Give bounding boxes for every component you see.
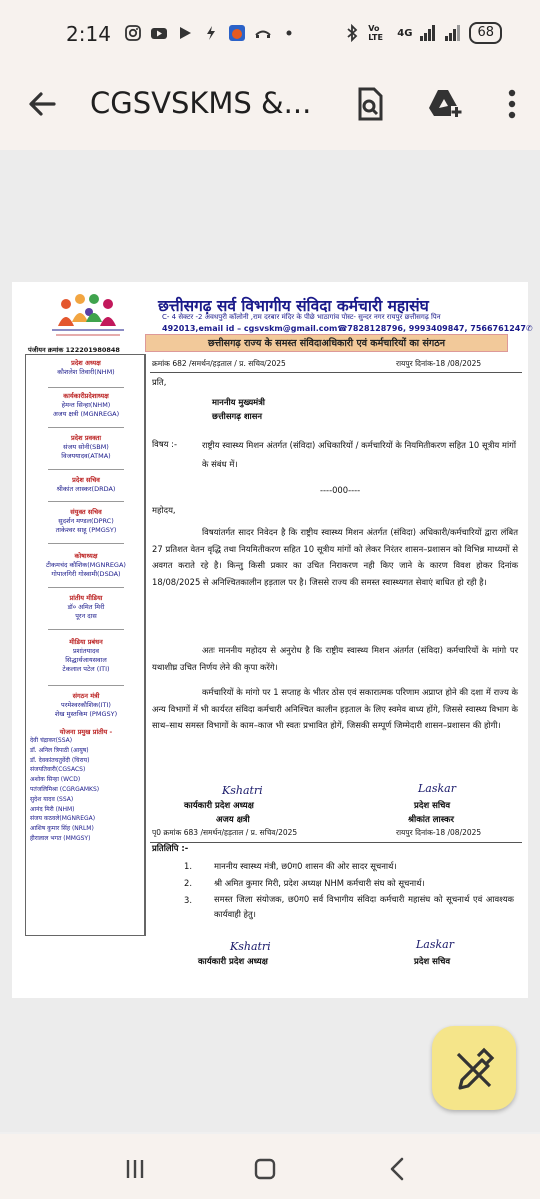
sidebar-name: सिद्धार्थजायसवाल — [65, 656, 107, 664]
sidebar-section — [26, 433, 146, 460]
sidebar-divider — [48, 587, 124, 588]
status-bar — [0, 0, 540, 66]
sidebar-name: सुदर्शन मण्डल(DPRC) — [58, 517, 114, 525]
document-title: CGSVSKMS &... — [90, 86, 312, 120]
copy-item: श्री अमित कुमार मिरी, प्रदेश अध्यक्ष NHM कर्मचारी संघ को सूचनार्थ। — [214, 878, 425, 888]
subject-text: राष्ट्रीय स्वास्थ्य मिशन अंतर्गत (संविदा) अधिकारियों / कर्मचारियों के नियमितीकरण सहित 10 सूत्रीय मांगों के संबंध में। — [202, 440, 516, 469]
edit-fab-button[interactable] — [432, 1026, 516, 1110]
notification-icons — [124, 24, 298, 42]
sidebar-section-title: मीडिया प्रबंधन — [69, 638, 103, 646]
sidebar-section — [26, 358, 146, 376]
more-vert-icon[interactable] — [492, 84, 532, 124]
sidebar-list-item: पतंजलिमिश्रा (CGRGAMKS) — [30, 785, 100, 793]
paragraph-2: अतः माननीय महोदय से अनुरोध है कि राष्ट्रीय स्वास्थ्य मिशन अंतर्गत (संविदा) कर्मचारियों के मांगो पर यथाशीघ्र उचित निर्णय लेने की कृपा करेंगे। — [152, 645, 518, 672]
copy-number: 2. — [184, 878, 192, 888]
flash-icon — [202, 24, 220, 42]
sidebar-name: शेख मुस्तकिम (PMGSY) — [54, 710, 118, 718]
sig-left-name: अजय क्षत्री — [216, 815, 250, 825]
instagram-icon — [124, 24, 142, 42]
search-doc-icon[interactable] — [350, 84, 390, 124]
sidebar-list-item: आनंद मिरी (NHM) — [30, 805, 75, 813]
system-icons — [343, 22, 502, 44]
column-divider — [145, 354, 146, 936]
sig-left-title: कार्यकारी प्रदेश अध्यक्ष — [184, 801, 254, 811]
paragraph-3: कर्मचारियों के मांगो पर 1 सप्ताह के भीतर ठोस एवं सकारात्मक परिणाम अप्राप्त होने की दशा में राज्य के अन्य विभागों में भी कार्यरत संविदा कर्मचारी अनिश्चित कालीन हड़ताल के लिए स्वमेव बाध्य होंगे, जिससे स्वास्थ्य विभाग के साथ–साथ समस्त विभागों के काम–काज भी स्वतः प्रभावित होगें, जिसकी सम्पूर्ण जिम्मेदारी शासन–प्रशासन की होगी। — [152, 687, 518, 730]
copy-item: समस्त जिला संयोजक, छ0ग0 सर्व विभागीय संविदा कर्मचारी महासंघ को सूचनार्थ एवं आवश्यक कार्यवाही हेतु। — [214, 894, 514, 919]
sidebar-name: प्रशांतयादव — [72, 647, 100, 655]
sidebar-section — [26, 637, 146, 673]
edit-annotate-icon — [432, 1026, 516, 1110]
separator: ----000---- — [320, 485, 361, 495]
back-nav-icon[interactable] — [382, 1154, 412, 1184]
letterhead-address: C- 4 सेक्टर -2 अवधपुरी कॉलोनी ,राम दरबार मंदिर के पीछे भाठागांव पोस्ट- सुन्दर नगर रायपुर छत्तीसगढ़ पिन — [162, 313, 441, 321]
sidebar-name: ताकेश्वर साहू (PMGSY) — [55, 526, 117, 534]
footer-signature-right: Laskar — [416, 938, 454, 951]
signal-icon-2 — [444, 24, 462, 42]
registration-number: पंजीयन क्रमांक 122201980848 — [28, 346, 120, 354]
header-rule — [150, 372, 522, 373]
game-app-icon — [228, 24, 246, 42]
addressee-line-2: छत्तीसगढ़ शासन — [212, 411, 263, 421]
sidebar-section — [26, 391, 146, 418]
sidebar-section-title: प्रदेश प्रवक्ता — [70, 434, 102, 442]
sidebar-section-title: प्रदेश सचिव — [72, 476, 100, 484]
reference-number: क्रमांक 682 /समर्थन/हड़ताल / प्र. सचिव/2025 — [152, 359, 286, 368]
sidebar-name: हेमन्त सिन्हा(NHM) — [61, 401, 111, 409]
sidebar-section — [26, 691, 146, 718]
sidebar-name: टेकलाल पटेल (ITI) — [62, 665, 110, 673]
sidebar-name: पूरन दास — [75, 612, 97, 620]
sidebar-list-item: संजय कठवले(MGNREGA) — [30, 815, 96, 823]
letterhead-title: छत्तीसगढ़ सर्व विभागीय संविदा कर्मचारी महासंघ — [158, 296, 429, 315]
sidebar-section-title: संगठन मंत्री — [72, 692, 100, 700]
letterhead-banner: छत्तीसगढ़ राज्य के समस्त संविदाअधिकारी एवं कर्मचारियों का संगठन — [145, 334, 508, 352]
to-label: प्रति, — [152, 377, 167, 387]
footer-signature-left: Kshatri — [230, 940, 271, 953]
sidebar-divider — [48, 387, 124, 388]
sidebar-section — [26, 475, 146, 493]
footer-right-title: प्रदेश सचिव — [414, 957, 451, 967]
sidebar-name: अजय क्षत्री (MGNREGA) — [52, 410, 120, 418]
app-bar — [0, 66, 540, 150]
sidebar-name: कौशलेश तिवारी(NHM) — [57, 368, 115, 376]
home-icon[interactable] — [250, 1154, 280, 1184]
sidebar-section-title: प्रांतीय मीडिया — [69, 594, 103, 602]
sidebar-section-title: योजना प्रमुख प्रांतीय - — [59, 728, 113, 736]
sidebar-section-title: कोषाध्यक्ष — [74, 552, 98, 560]
system-nav-bar — [0, 1134, 540, 1199]
sidebar-list-item: डॉ. देवकांतचतुर्वेदी (चिराय) — [30, 756, 90, 764]
copy-number: 1. — [184, 861, 192, 871]
back-arrow-icon[interactable] — [24, 86, 60, 122]
sidebar-divider — [48, 469, 124, 470]
status-time: 2:14 — [66, 22, 111, 46]
sidebar-list-item: डॉ. अनिल त्रिपाठी (आयुष) — [30, 746, 89, 754]
signature-left: Kshatri — [222, 784, 263, 797]
copy-number: 3. — [184, 895, 192, 905]
endorsement-rule — [150, 842, 522, 843]
sidebar-section — [26, 593, 146, 620]
bluetooth-icon — [343, 24, 361, 42]
organization-logo — [44, 290, 134, 346]
missed-call-icon — [254, 24, 272, 42]
addressee-line-1: माननीय मुख्यमंत्री — [212, 397, 265, 407]
endorsement-date: रायपुर दिनांक-18 /08/2025 — [396, 828, 482, 837]
battery-level: 68 — [469, 22, 502, 44]
sidebar-divider — [48, 543, 124, 544]
recent-apps-icon[interactable] — [120, 1154, 150, 1184]
sidebar-name: श्रीकांत लास्कर(DRDA) — [56, 485, 116, 493]
play-icon — [176, 24, 194, 42]
sidebar-list-item: अशोक सिन्हा (WCD) — [30, 776, 81, 784]
volte-label: Vo LTE — [368, 24, 383, 42]
dot-icon — [280, 24, 298, 42]
sidebar-name: परमेश्वरकौशिक(ITI) — [61, 701, 111, 709]
paragraph-1: विषयांतर्गत सादर निवेदन है कि राष्ट्रीय स्वास्थ्य मिशन अंतर्गत (संविदा) अधिकारी/कर्मचारियों द्वारा लंबित 27 प्रतिशत वेतन वृद्धि तथा नियमितीकरण सहित 10 सूत्रीय मांगों को लेकर निरंतर शासन–प्रशासन को विभिन्न माध्यमों से अवगत कराते रहे है। किन्तु किसी प्रकार का उचित निराकरण नही किए जाने के कारण विवश होकर दिनांक 18/08/2025 से अनिश्चितकालीन हड़ताल पर है। जिससे राज्य की समस्त स्वास्थ्यगत सेवाएं बाधित हो रही है। — [152, 527, 518, 587]
sidebar-section-title: प्रदेश अध्यक्ष — [71, 359, 101, 367]
letter-date: रायपुर दिनांक-18 /08/2025 — [396, 359, 482, 368]
sidebar-section — [26, 551, 146, 578]
sidebar-divider — [48, 629, 124, 630]
subject-label: विषय :- — [152, 439, 178, 449]
sidebar-divider — [48, 427, 124, 428]
sidebar-name: डॉ० अमित मिरी — [67, 603, 105, 611]
sidebar-divider — [48, 501, 124, 502]
office-bearers-sidebar — [25, 354, 145, 936]
network-label: 4G — [397, 27, 413, 39]
letterhead-contact: 492013,email id – cgsvskm@gmail.com☎7828128796, 9993409847, 7566761247✆ — [162, 324, 533, 333]
document-page — [12, 282, 533, 998]
sidebar-name: संजय सोनी(SBM) — [63, 443, 109, 451]
signal-icon — [419, 24, 437, 42]
footer-left-title: कार्यकारी प्रदेश अध्यक्ष — [198, 957, 268, 967]
sidebar-name: विजययादव(ATMA) — [61, 452, 111, 460]
add-to-drive-icon[interactable] — [424, 84, 464, 124]
sidebar-section — [26, 507, 146, 534]
endorsement-reference: पृ0 क्रमांक 683 /समर्थन/हड़ताल / प्र. सचिव/2025 — [152, 828, 298, 837]
youtube-icon — [150, 24, 168, 42]
signature-right: Laskar — [418, 782, 456, 795]
sidebar-list-item: आशिष कुमार सिंह (NRLM) — [30, 825, 94, 833]
copy-item: माननीय स्वास्थ्य मंत्री, छ0ग0 शासन की ओर सादर सूचनार्थ। — [214, 861, 397, 871]
copy-label: प्रतिलिपि :- — [152, 843, 189, 853]
sidebar-divider — [48, 685, 124, 686]
sidebar-list-item: संजयतिवारी(CGSACS) — [30, 766, 86, 774]
sidebar-list-item: हीरालाल भगत (MMGSY) — [30, 834, 91, 842]
sidebar-section-title: कार्यकारीप्रदेशाध्यक्ष — [63, 392, 109, 400]
sig-right-name: श्रीकांत लास्कर — [408, 815, 455, 825]
sig-right-title: प्रदेश सचिव — [414, 801, 451, 811]
sidebar-name: गोपालगिरी गोस्वामी(DSDA) — [51, 570, 121, 578]
sidebar-list-item: देवी चंद्राकर(SSA) — [30, 737, 73, 744]
sidebar-section — [26, 727, 146, 736]
sidebar-list-item: सुदेश यादव (SSA) — [30, 795, 74, 803]
sidebar-section-title: संयुक्त सचिव — [70, 508, 102, 516]
sidebar-plain-list — [30, 736, 144, 844]
salutation: महोदय, — [152, 505, 176, 515]
sidebar-name: टीकमचंद कौशिक(MGNREGA) — [46, 561, 126, 569]
